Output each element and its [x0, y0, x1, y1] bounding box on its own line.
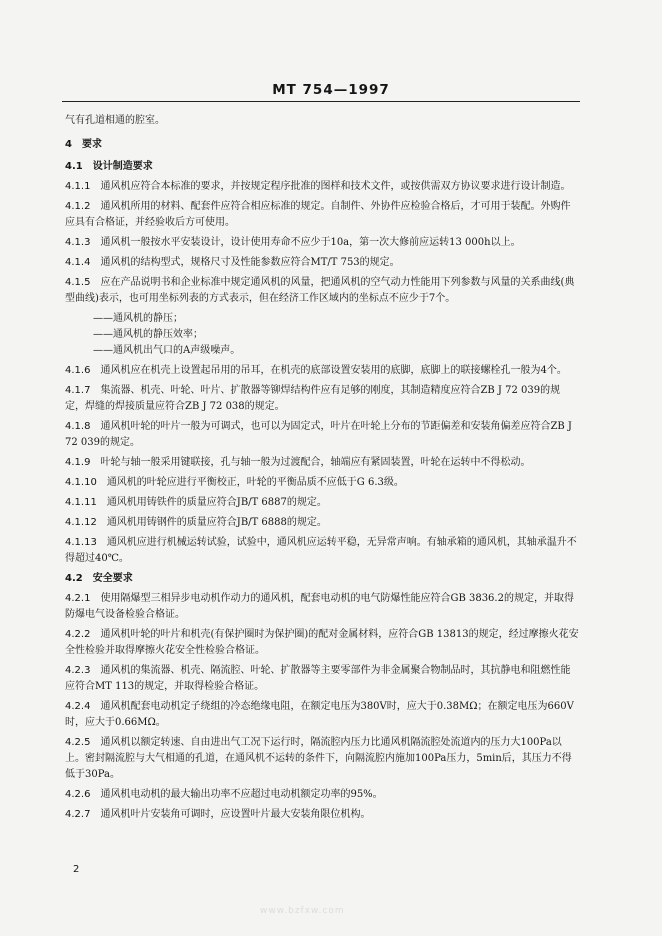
- clause-number: 4.2.5: [65, 737, 91, 748]
- clause: [65, 363, 580, 379]
- document-body: [65, 113, 580, 827]
- clause-number: 4.1.13: [65, 537, 97, 548]
- clauses-4-1-cont: [65, 363, 580, 567]
- clause-text: 通风机电动机的最大输出功率不应超过电动机额定功率的95%。: [100, 789, 383, 800]
- clause-number: 4.1.10: [65, 477, 97, 488]
- clause-number: 4.1.11: [65, 497, 97, 508]
- clause: [65, 699, 580, 731]
- header-rule: [62, 101, 580, 102]
- clause-number: 4.1.7: [65, 385, 91, 396]
- clause: [65, 199, 580, 231]
- clause-number: 4.1.2: [65, 201, 91, 212]
- clauses-4-1: [65, 179, 580, 307]
- clause-text: 通风机应符合本标准的要求，并按规定程序批准的图样和技术文件，或按供需双方协议要求进行设计制造。: [100, 181, 571, 192]
- clause: [65, 787, 580, 803]
- clause: [65, 383, 580, 415]
- clause-number: 4.2.3: [65, 665, 91, 676]
- clause: [65, 255, 580, 271]
- clause-number: 4.1.9: [65, 457, 91, 468]
- page-number: 2: [73, 864, 80, 875]
- subsection-heading-4-1: 4.1 设计制造要求: [65, 161, 153, 172]
- clause: [65, 735, 580, 783]
- clause-text: 通风机的叶轮应进行平衡校正，叶轮的平衡品质不应低于G 6.3级。: [106, 477, 404, 488]
- clause-text: 应在产品说明书和企业标准中规定通风机的风量，把通风机的空气动力性能用下列参数与风量的关系曲线(典型曲线)表示，也可用坐标列表的方式表示，但在经济工作区域内的坐标点不应少于7个。: [65, 277, 575, 304]
- clause-text: 通风机配套电动机定子绕组的冷态绝缘电阻，在额定电压为380V时，应大于0.38MΩ；在额定电压为660V时，应大于0.66MΩ。: [65, 701, 574, 728]
- clause-number: 4.2.4: [65, 701, 91, 712]
- clause-number: 4.1.1: [65, 181, 91, 192]
- clause: [65, 235, 580, 251]
- clause: [65, 591, 580, 623]
- clause-number: 4.2.1: [65, 593, 91, 604]
- clause-text: 通风机应进行机械运转试验，试验中，通风机应运转平稳，无异常声响。有轴承箱的通风机，其轴承温升不得超过40℃。: [65, 537, 577, 564]
- clause: [65, 179, 580, 195]
- dash-item: ——通风机出气口的A声级噪声。: [93, 345, 241, 356]
- dash-item: ——通风机的静压；: [93, 313, 183, 324]
- subsection-heading-4-2: 4.2 安全要求: [65, 573, 133, 584]
- clause-text: 通风机用铸铁件的质量应符合JB/T 6887的规定。: [106, 497, 327, 508]
- clause: [65, 455, 580, 471]
- watermark: www.bzfxw.com: [260, 906, 345, 916]
- clause: [65, 663, 580, 695]
- clause: [65, 275, 580, 307]
- clause-text: 通风机叶轮的叶片和机壳(有保护圈时为保护圈)的配对金属材料，应符合GB 13813的规定，经过摩擦火花安全性检验并取得摩擦火花安全性检验合格证。: [65, 629, 579, 656]
- clause-text: 叶轮与轴一般采用键联接，孔与轴一般为过渡配合，轴端应有紧固装置，叶轮在运转中不得松动。: [100, 457, 531, 468]
- clause-text: 通风机用铸钢件的质量应符合JB/T 6888的规定。: [106, 517, 327, 528]
- clause-number: 4.1.5: [65, 277, 91, 288]
- intro-text: 气有孔道相通的腔室。: [65, 115, 165, 126]
- clause-number: 4.1.8: [65, 421, 91, 432]
- clause-text: 通风机一般按水平安装设计，设计使用寿命不应少于10a，第一次大修前应运转13 000h以上。: [100, 237, 521, 248]
- clause-text: 使用隔爆型三相异步电动机作动力的通风机，配套电动机的电气防爆性能应符合GB 3836.2的规定，并取得防爆电气设备检验合格证。: [65, 593, 574, 620]
- clause-text: 集流器、机壳、叶轮、叶片、扩散器等铆焊结构件应有足够的刚度，其制造精度应符合ZB J 72 039的规定，焊缝的焊接质量应符合ZB J 72 038的规定。: [65, 385, 561, 412]
- parameter-list: [65, 311, 580, 359]
- clause-text: 通风机所用的材料、配套件应符合相应标准的规定。自制件、外协件应检验合格后，才可用于装配。外购件应具有合格证，并经验收后方可使用。: [65, 201, 571, 228]
- clause: [65, 475, 580, 491]
- clause: [65, 535, 580, 567]
- clause-number: 4.1.6: [65, 365, 91, 376]
- clause: [65, 419, 580, 451]
- clause-number: 4.1.4: [65, 257, 91, 268]
- clause-number: 4.2.6: [65, 789, 91, 800]
- clause-text: 通风机的集流器、机壳、隔流腔、叶轮、扩散器等主要零部件为非金属聚合物制品时，其抗静电和阻燃性能应符合MT 113的规定，并取得检验合格证。: [65, 665, 571, 692]
- clause: [65, 807, 580, 823]
- clause-number: 4.2.2: [65, 629, 91, 640]
- clauses-4-2: [65, 591, 580, 823]
- standard-header: MT 754—1997: [272, 82, 390, 98]
- clause-number: 4.1.12: [65, 517, 97, 528]
- clause-text: 通风机以额定转速、自由进出气工况下运行时，隔流腔内压力比通风机隔流腔处流道内的压力大100Pa以上。密封隔流腔与大气相通的孔道，在通风机不运转的条件下，向隔流腔内施加100Pa压力，5min后，其压力不得低于30Pa。: [65, 737, 572, 780]
- clause: [65, 627, 580, 659]
- clause: [65, 515, 580, 531]
- clause-text: 通风机应在机壳上设置起吊用的吊耳，在机壳的底部设置安装用的底脚，底脚上的联接螺栓孔一般为4个。: [100, 365, 567, 376]
- clause-number: 4.1.3: [65, 237, 91, 248]
- dash-item: ——通风机的静压效率；: [93, 329, 203, 340]
- clause: [65, 495, 580, 511]
- clause-number: 4.2.7: [65, 809, 91, 820]
- clause-text: 通风机的结构型式，规格尺寸及性能参数应符合MT/T 753的规定。: [100, 257, 400, 268]
- section-heading-4: 4 要求: [65, 139, 102, 150]
- clause-text: 通风机叶轮的叶片一般为可调式，也可以为固定式，叶片在叶轮上分布的节距偏差和安装角偏差应符合ZB J 72 039的规定。: [65, 421, 572, 448]
- clause-text: 通风机叶片安装角可调时，应设置叶片最大安装角限位机构。: [100, 809, 371, 820]
